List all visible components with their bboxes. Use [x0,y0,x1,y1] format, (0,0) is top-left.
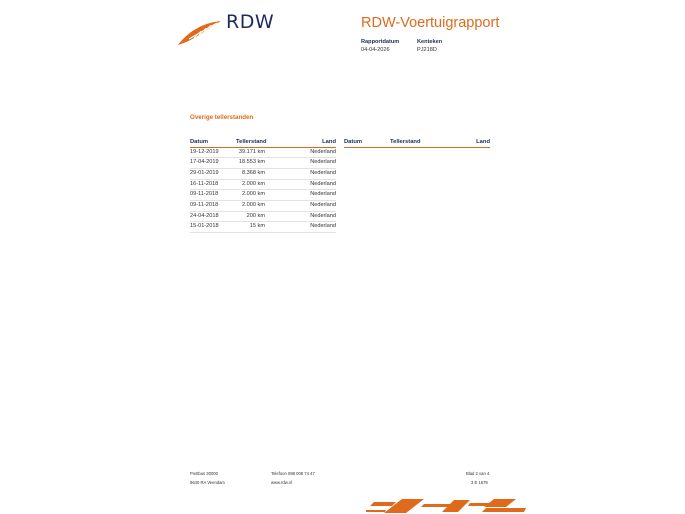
cell-tellerstand: 2.000 km [241,201,265,208]
table-row [190,169,336,180]
table-row [190,222,336,233]
table-row [190,190,336,201]
cell-tellerstand: 2.000 km [241,191,265,198]
footer-postcode: 9640 RA Veendam [190,480,225,485]
footer-telefoon: Telefoon 088 008 74 47 [271,471,315,476]
cell-tellerstand: 18.553 km [238,159,265,166]
section-title: Overige tellerstanden [190,114,254,121]
cell-datum: 29-01-2019 [190,169,219,176]
rapportdatum-value: 04-04-2026 [361,47,390,53]
col-datum-header: Datum [190,139,209,145]
cell-tellerstand: 8.368 km [241,169,265,176]
cell-datum: 19-12-2019 [190,148,219,155]
col-tellerstand-header: Tellerstand [390,139,421,145]
cell-tellerstand: 2.000 km [241,180,265,187]
table-body [190,148,336,234]
cell-datum: 17-04-2019 [190,159,219,166]
table-header [190,139,336,148]
cell-datum: 09-11-2018 [190,201,219,208]
cell-land: Nederland [310,191,336,198]
rapportdatum-label: Rapportdatum [361,39,400,45]
cell-datum: 24-04-2018 [190,212,219,219]
footer-website: www.rdw.nl [271,480,292,485]
col-land-header: Land [322,139,336,145]
logo-text: RDW [226,11,275,33]
table-row [190,148,336,159]
cell-tellerstand: 200 km [246,212,265,219]
footer-blad: Blad 2 van 4 [466,471,490,476]
kenteken-value: PJ218D [417,47,437,53]
cell-land: Nederland [310,201,336,208]
cell-land: Nederland [310,159,336,166]
col-datum-header: Datum [344,139,363,145]
table-row [190,212,336,223]
cell-land: Nederland [310,169,336,176]
col-tellerstand-header: Tellerstand [236,139,267,145]
cell-land: Nederland [310,180,336,187]
cell-datum: 15-01-2018 [190,223,219,230]
cell-datum: 09-11-2018 [190,191,219,198]
rdw-logo-icon [177,19,222,46]
table-row [190,158,336,169]
footer-postbus: Postbus 30000 [190,471,218,476]
cell-land: Nederland [310,223,336,230]
cell-land: Nederland [310,212,336,219]
cell-tellerstand: 15 km [249,223,265,230]
cell-land: Nederland [310,148,336,155]
col-land-header: Land [476,139,490,145]
report-title: RDW-Voertuigrapport [361,15,500,31]
rdw-footer-stripes-icon [366,498,526,514]
table-header [344,139,490,148]
table-row [190,180,336,191]
cell-datum: 16-11-2018 [190,180,219,187]
table-row [190,201,336,212]
mileage-table-left [190,139,336,233]
cell-tellerstand: 39.171 km [238,148,265,155]
mileage-table-right [344,139,490,148]
footer-code: 3 E 1679 [471,480,488,485]
kenteken-label: Kenteken [417,39,443,45]
